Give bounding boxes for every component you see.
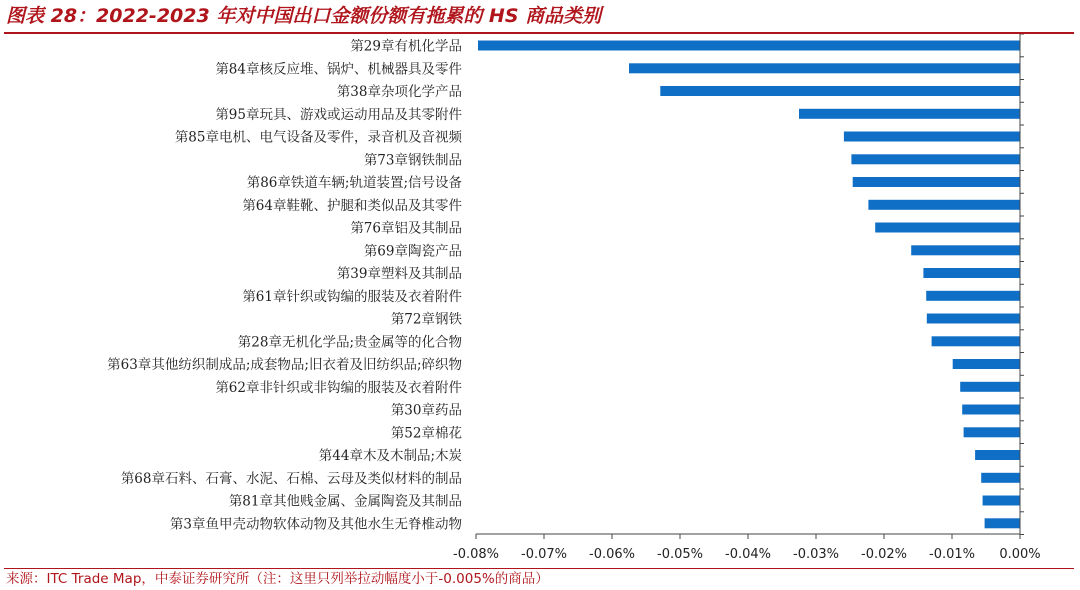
category-label-18: 第52章棉花 — [390, 425, 462, 442]
category-label-7: 第86章铁道车辆;轨道装置;信号设备 — [246, 175, 462, 191]
bar-17 — [962, 405, 1020, 415]
category-label-9: 第76章铝及其制品 — [350, 220, 462, 237]
bar-3 — [660, 86, 1020, 96]
category-label-15: 第63章其他纺织制成品;成套物品;旧衣着及旧纺织品;碎织物 — [107, 357, 462, 373]
bar-16 — [960, 382, 1020, 392]
bar-1 — [478, 41, 1020, 51]
bar-19 — [975, 450, 1020, 460]
bar-9 — [875, 223, 1020, 233]
x-tick-label-1: -0.07% — [521, 547, 567, 562]
x-tick-label-2: -0.06% — [589, 547, 635, 562]
bars-group — [478, 41, 1020, 529]
bar-15 — [953, 359, 1020, 369]
x-tick-label-0: -0.08% — [453, 547, 499, 562]
bar-2 — [629, 63, 1020, 73]
x-tick-label-6: -0.02% — [861, 547, 907, 562]
category-label-21: 第81章其他贱金属、金属陶瓷及其制品 — [228, 493, 462, 510]
category-label-5: 第85章电机、电气设备及零件，录音机及音视频 — [174, 129, 462, 146]
bar-18 — [964, 427, 1020, 437]
bar-21 — [983, 496, 1020, 506]
bar-11 — [923, 268, 1020, 278]
x-tick-label-4: -0.04% — [725, 547, 771, 562]
category-label-20: 第68章石料、石膏、水泥、石棉、云母及类似材料的制品 — [120, 470, 462, 487]
category-label-13: 第72章钢铁 — [390, 311, 462, 328]
x-tick-label-3: -0.05% — [657, 547, 703, 562]
category-label-3: 第38章杂项化学产品 — [336, 84, 462, 100]
bar-13 — [927, 314, 1020, 324]
tick-labels — [453, 547, 1041, 562]
bar-6 — [851, 154, 1020, 164]
category-label-10: 第69章陶瓷产品 — [363, 243, 462, 260]
bar-8 — [868, 200, 1020, 210]
category-label-4: 第95章玩具、游戏或运动用品及其零附件 — [215, 106, 462, 123]
category-label-12: 第61章针织或钩编的服装及衣着附件 — [242, 288, 462, 305]
footer-rule — [4, 568, 1074, 569]
bar-7 — [853, 177, 1020, 187]
x-tick-label-8: 0.00% — [999, 547, 1041, 562]
chart-title: 图表 28：2022-2023 年对中国出口金额份额有拖累的 HS 商品类别 — [6, 5, 602, 27]
bar-10 — [911, 245, 1020, 255]
category-label-16: 第62章非针织或非钩编的服装及衣着附件 — [215, 379, 462, 396]
category-label-11: 第39章塑料及其制品 — [336, 266, 462, 282]
category-label-2: 第84章核反应堆、锅炉、机械器具及零件 — [215, 61, 462, 78]
category-label-17: 第30章药品 — [390, 402, 462, 419]
category-label-8: 第64章鞋靴、护腿和类似品及其零件 — [242, 197, 462, 214]
source-note: 来源：ITC Trade Map，中泰证券研究所（注：这里只列举拉动幅度小于-0.005%的商品） — [6, 571, 549, 587]
category-labels — [107, 38, 462, 533]
bar-20 — [981, 473, 1020, 483]
category-label-22: 第3章鱼甲壳动物软体动物及其他水生无脊椎动物 — [169, 516, 462, 533]
category-label-1: 第29章有机化学品 — [350, 38, 462, 55]
x-tick-label-5: -0.03% — [793, 547, 839, 562]
bar-14 — [932, 336, 1020, 346]
bar-22 — [985, 518, 1020, 528]
x-tick-label-7: -0.01% — [929, 547, 975, 562]
category-label-19: 第44章木及木制品;木炭 — [318, 448, 462, 464]
bar-12 — [926, 291, 1020, 301]
bar-5 — [844, 132, 1020, 142]
bar-chart — [0, 34, 1080, 568]
bar-4 — [799, 109, 1020, 119]
category-label-14: 第28章无机化学品;贵金属等的化合物 — [237, 334, 462, 351]
category-label-6: 第73章钢铁制品 — [363, 152, 462, 169]
